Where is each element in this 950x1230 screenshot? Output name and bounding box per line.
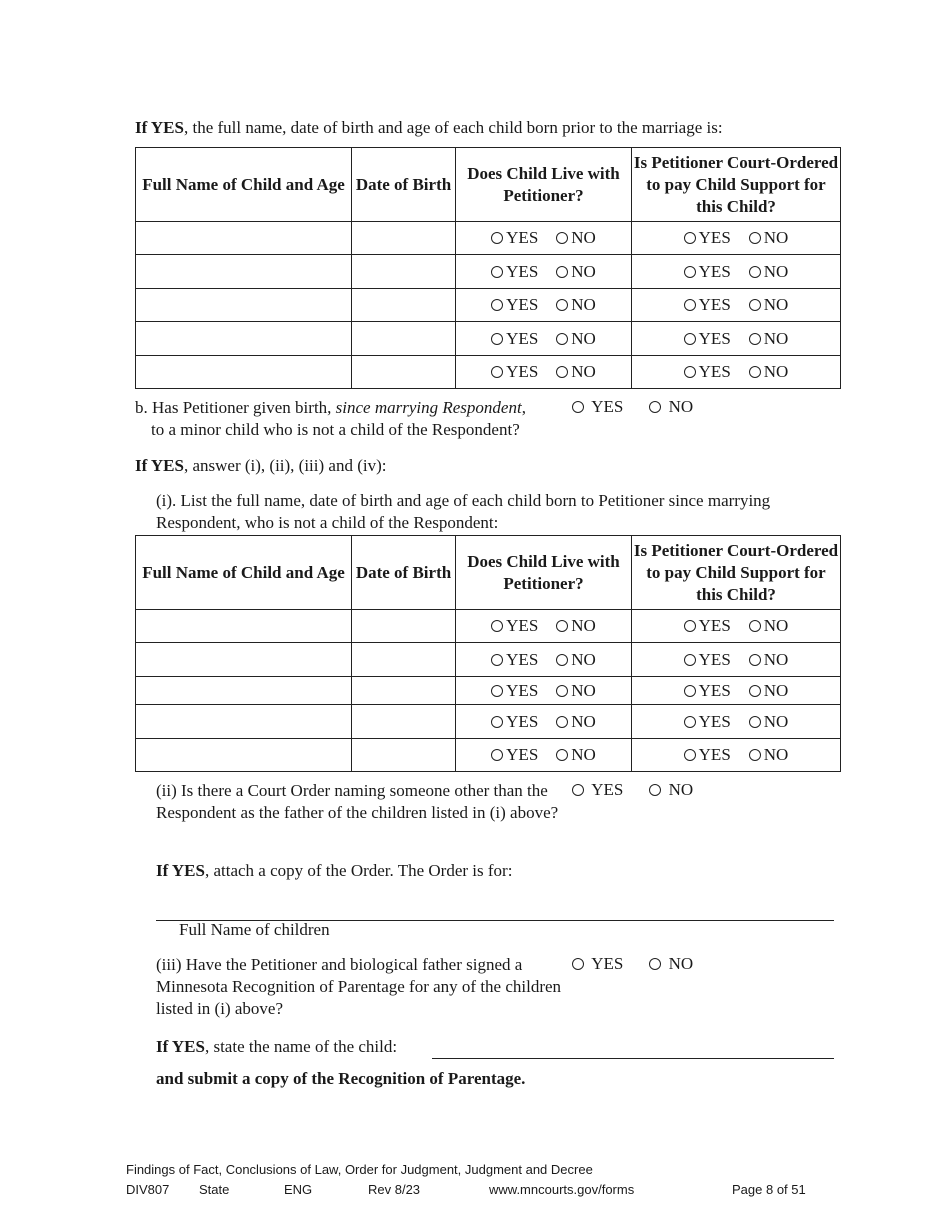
radio-circle-icon [491,232,503,244]
lives-with-yes-radio[interactable]: YES [491,650,538,670]
children-before-marriage-table [135,147,841,389]
footer-title: Findings of Fact, Conclusions of Law, Order for Judgment, Judgment and Decree [126,1162,593,1177]
part-ii-text: (ii) Is there a Court Order naming someone other than the Respondent as the father of the children listed in (i) above? [156,781,559,822]
full-name-children-label: Full Name of children [179,920,330,939]
support-cell [632,677,841,705]
lives-with-no-radio[interactable]: NO [556,262,596,282]
support-yes-radio[interactable]: YES [684,745,731,765]
col-header-support: Is Petitioner Court-Ordered to pay Child Support for this Child? [632,536,841,610]
footer-state: State [199,1182,230,1197]
table-row [136,322,841,356]
radio-circle-icon [649,958,661,970]
child-dob-cell[interactable] [352,222,456,255]
lives-with-cell [456,610,632,643]
support-no-radio[interactable]: NO [749,262,789,282]
radio-circle-icon [491,654,503,666]
lives-with-no-radio[interactable]: NO [556,228,596,248]
radio-circle-icon [749,685,761,697]
part-iii-text: (iii) Have the Petitioner and biological father signed a Minnesota Recognition of Parentage for any of the children listed in (i) above? [156,955,562,1018]
radio-circle-icon [491,749,503,761]
radio-circle-icon [572,401,584,413]
col-header-support: Is Petitioner Court-Ordered to pay Child Support for this Child? [632,148,841,222]
part-ii-no-radio[interactable]: NO [649,780,693,800]
child-dob-cell[interactable] [352,739,456,772]
part-iii-yes-radio[interactable]: YES [572,954,623,974]
child-dob-cell[interactable] [352,705,456,739]
part-ii-yes-radio[interactable]: YES [572,780,623,800]
part-ii-options [572,780,693,800]
support-cell [632,322,841,356]
radio-circle-icon [556,749,568,761]
radio-circle-icon [649,784,661,796]
radio-circle-icon [684,620,696,632]
support-no-radio[interactable]: NO [749,362,789,382]
child-name-cell[interactable] [136,356,352,389]
radio-circle-icon [491,299,503,311]
support-yes-radio[interactable]: YES [684,295,731,315]
radio-circle-icon [749,620,761,632]
lives-with-yes-radio[interactable]: YES [491,362,538,382]
radio-circle-icon [749,716,761,728]
lives-with-no-radio[interactable]: NO [556,745,596,765]
support-no-radio[interactable]: NO [749,650,789,670]
radio-circle-icon [684,299,696,311]
submit-copy-instruction: and submit a copy of the Recognition of Parentage. [156,1069,526,1088]
support-no-radio[interactable]: NO [749,681,789,701]
radio-circle-icon [491,620,503,632]
lives-with-cell [456,677,632,705]
radio-circle-icon [556,232,568,244]
support-no-radio[interactable]: NO [749,329,789,349]
radio-circle-icon [684,333,696,345]
col-header-lives-with: Does Child Live with Petitioner? [456,148,632,222]
lives-with-cell [456,255,632,289]
radio-circle-icon [684,266,696,278]
support-cell [632,255,841,289]
if-yes-order-instruction: If YES, attach a copy of the Order. The Order is for: [156,861,513,880]
lives-with-cell [456,322,632,356]
lives-with-no-radio[interactable]: NO [556,712,596,732]
if-yes-child-instruction: If YES, state the name of the child: [156,1037,398,1056]
table-row [136,677,841,705]
radio-circle-icon [491,333,503,345]
lives-with-yes-radio[interactable]: YES [491,295,538,315]
table-row [136,643,841,677]
prior-children-instruction: If YES, the full name, date of birth and age of each child born prior to the marriage is: [135,118,723,137]
question-b: b. Has Petitioner given birth, since marrying Respondent, to a minor child who is not a child of the Respondent? [135,398,526,439]
radio-circle-icon [556,366,568,378]
child-name-cell[interactable] [136,610,352,643]
lives-with-cell [456,705,632,739]
radio-circle-icon [556,685,568,697]
child-dob-cell[interactable] [352,255,456,289]
support-cell [632,705,841,739]
radio-circle-icon [749,266,761,278]
child-name-cell[interactable] [136,643,352,677]
child-name-cell[interactable] [136,255,352,289]
radio-circle-icon [684,366,696,378]
radio-circle-icon [572,784,584,796]
support-yes-radio[interactable]: YES [684,329,731,349]
support-cell [632,610,841,643]
radio-circle-icon [749,654,761,666]
if-yes-answer-instruction: If YES, answer (i), (ii), (iii) and (iv): [135,456,387,475]
support-no-radio[interactable]: NO [749,295,789,315]
lives-with-yes-radio[interactable]: YES [491,228,538,248]
child-name-cell[interactable] [136,677,352,705]
question-b-options [572,397,693,417]
radio-circle-icon [556,620,568,632]
child-name-cell[interactable] [136,705,352,739]
lives-with-yes-radio[interactable]: YES [491,681,538,701]
radio-circle-icon [684,654,696,666]
table-row [136,255,841,289]
footer-page-number: Page 8 of 51 [732,1182,806,1197]
child-dob-cell[interactable] [352,677,456,705]
table-row [136,289,841,322]
lives-with-no-radio[interactable]: NO [556,681,596,701]
lives-with-yes-radio[interactable]: YES [491,712,538,732]
radio-circle-icon [749,749,761,761]
table-row [136,356,841,389]
radio-circle-icon [556,654,568,666]
lives-with-yes-radio[interactable]: YES [491,616,538,636]
support-yes-radio[interactable]: YES [684,616,731,636]
child-name-cell[interactable] [136,289,352,322]
lives-with-yes-radio[interactable]: YES [491,329,538,349]
radio-circle-icon [556,299,568,311]
lives-with-yes-radio[interactable]: YES [491,262,538,282]
radio-circle-icon [684,232,696,244]
child-dob-cell[interactable] [352,356,456,389]
question-b-no-radio[interactable]: NO [649,397,693,417]
child-dob-cell[interactable] [352,289,456,322]
radio-circle-icon [556,333,568,345]
col-header-dob: Date of Birth [352,536,456,610]
lives-with-yes-radio[interactable]: YES [491,745,538,765]
support-no-radio[interactable]: NO [749,712,789,732]
radio-circle-icon [572,958,584,970]
radio-circle-icon [749,366,761,378]
col-header-lives-with: Does Child Live with Petitioner? [456,536,632,610]
lives-with-cell [456,356,632,389]
radio-circle-icon [749,333,761,345]
support-cell [632,739,841,772]
footer-form-id: DIV807 [126,1182,170,1197]
support-yes-radio[interactable]: YES [684,228,731,248]
child-name-cell[interactable] [136,739,352,772]
radio-circle-icon [684,685,696,697]
child-name-cell[interactable] [136,322,352,356]
radio-circle-icon [749,299,761,311]
support-cell [632,222,841,255]
part-i-text: (i). List the full name, date of birth and age of each child born to Petitioner since marrying Respondent, who is not a child of the Respondent: [156,491,771,532]
support-yes-radio[interactable]: YES [684,262,731,282]
lives-with-cell [456,739,632,772]
support-cell [632,289,841,322]
support-no-radio[interactable]: NO [749,228,789,248]
radio-circle-icon [649,401,661,413]
footer-url-link[interactable]: www.mncourts.gov/forms [489,1182,635,1197]
child-dob-cell[interactable] [352,610,456,643]
lives-with-no-radio[interactable]: NO [556,295,596,315]
question-b-yes-radio[interactable]: YES [572,397,623,417]
footer-rev: Rev 8/23 [368,1182,421,1197]
children-since-marriage-table [135,535,841,772]
radio-circle-icon [556,716,568,728]
radio-circle-icon [749,232,761,244]
support-cell [632,643,841,677]
radio-circle-icon [491,685,503,697]
lives-with-no-radio[interactable]: NO [556,616,596,636]
part-iii-no-radio[interactable]: NO [649,954,693,974]
support-yes-radio[interactable]: YES [684,362,731,382]
col-header-name: Full Name of Child and Age [136,148,352,222]
lives-with-no-radio[interactable]: NO [556,329,596,349]
support-no-radio[interactable]: NO [749,745,789,765]
lives-with-no-radio[interactable]: NO [556,362,596,382]
radio-circle-icon [491,716,503,728]
support-yes-radio[interactable]: YES [684,650,731,670]
col-header-dob: Date of Birth [352,148,456,222]
support-cell [632,356,841,389]
radio-circle-icon [491,366,503,378]
support-yes-radio[interactable]: YES [684,712,731,732]
radio-circle-icon [556,266,568,278]
child-name-line[interactable] [432,1058,834,1059]
table-row [136,610,841,643]
child-dob-cell[interactable] [352,322,456,356]
footer-lang: ENG [284,1182,313,1197]
child-dob-cell[interactable] [352,643,456,677]
table-row [136,705,841,739]
table-row [136,739,841,772]
radio-circle-icon [491,266,503,278]
lives-with-cell [456,222,632,255]
table-row [136,222,841,255]
radio-circle-icon [684,716,696,728]
lives-with-cell [456,643,632,677]
col-header-name: Full Name of Child and Age [136,536,352,610]
support-yes-radio[interactable]: YES [684,681,731,701]
lives-with-no-radio[interactable]: NO [556,650,596,670]
support-no-radio[interactable]: NO [749,616,789,636]
radio-circle-icon [684,749,696,761]
lives-with-cell [456,289,632,322]
part-iii-options [572,954,693,974]
child-name-cell[interactable] [136,222,352,255]
